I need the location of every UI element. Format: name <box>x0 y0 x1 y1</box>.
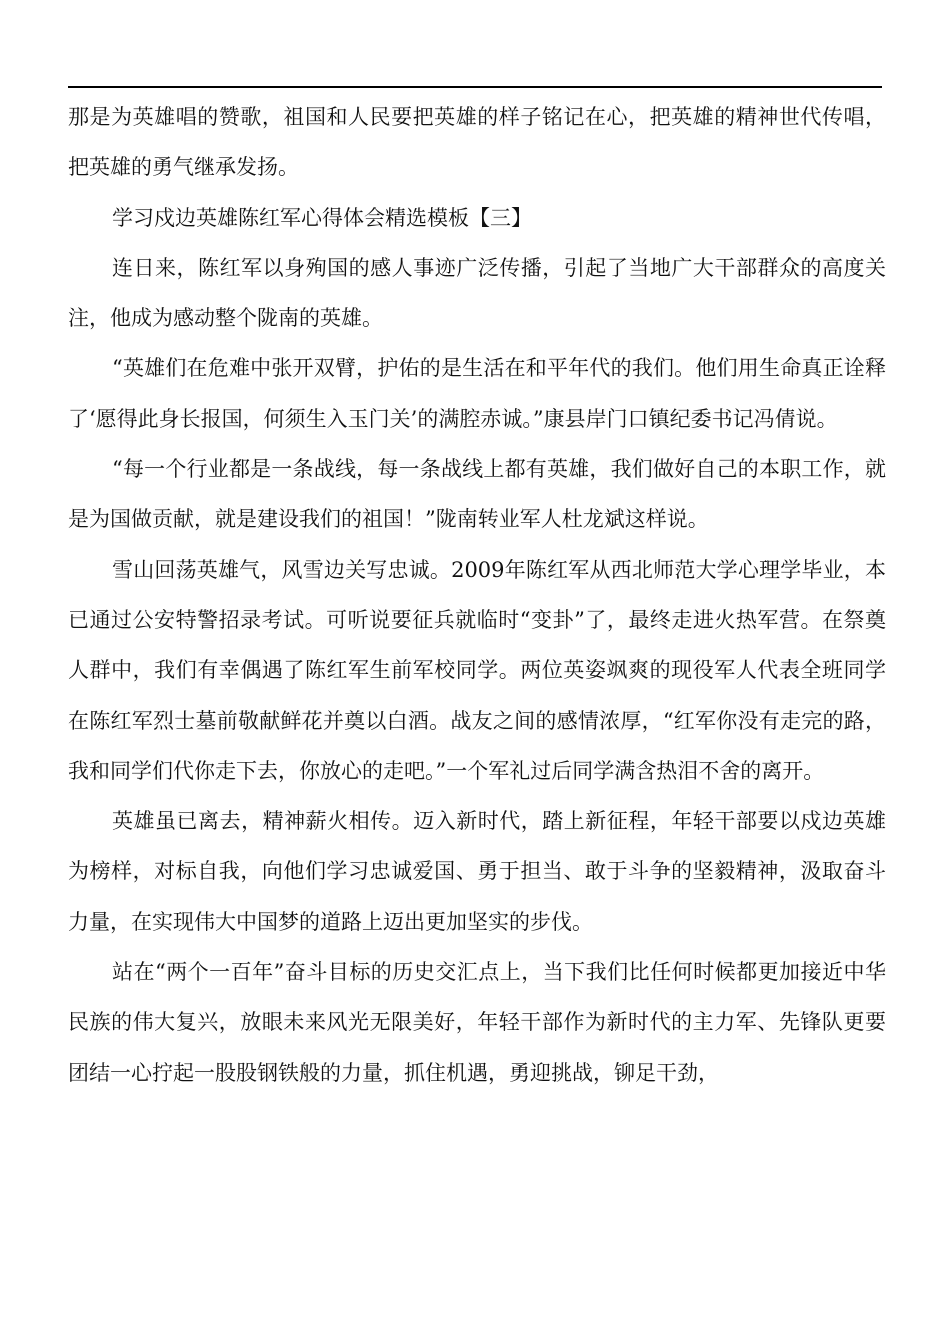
paragraph: “每一个行业都是一条战线，每一条战线上都有英雄，我们做好自己的本职工作，就是为国做贡献，就是建设我们的祖国！”陇南转业军人杜龙斌这样说。 <box>68 457 886 532</box>
paragraph: 站在“两个一百年”奋斗目标的历史交汇点上，当下我们比任何时候都更加接近中华民族的伟大复兴，放眼未来风光无限美好，年轻干部作为新时代的主力军、先锋队更要团结一心拧起一股股钢铁般的力量，抓住机遇，勇迎挑战，铆足干劲， <box>68 960 886 1085</box>
document-body <box>68 92 886 1098</box>
paragraph: 雪山回荡英雄气，风雪边关写忠诚。2009年陈红军从西北师范大学心理学毕业，本已通过公安特警招录考试。可听说要征兵就临时“变卦”了，最终走进火热军营。在祭奠人群中，我们有幸偶遇了陈红军生前军校同学。两位英姿飒爽的现役军人代表全班同学在陈红军烈士墓前敬献鲜花并奠以白酒。战友之间的感情浓厚，“红军你没有走完的路，我和同学们代你走下去，你放心的走吧。”一个军礼过后同学满含热泪不舍的离开。 <box>68 557 886 783</box>
paragraph: 连日来，陈红军以身殉国的感人事迹广泛传播，引起了当地广大干部群众的高度关注，他成为感动整个陇南的英雄。 <box>68 255 886 331</box>
paragraph: “英雄们在危难中张开双臂，护佑的是生活在和平年代的我们。他们用生命真正诠释了‘愿得此身长报国，何须生入玉门关’的满腔赤诚。”康县岸门口镇纪委书记冯倩说。 <box>68 356 886 431</box>
section-heading: 学习戍边英雄陈红军心得体会精选模板【三】 <box>112 205 532 230</box>
paragraph-continuation: 那是为英雄唱的赞歌，祖国和人民要把英雄的样子铭记在心，把英雄的精神世代传唱，把英雄的勇气继承发扬。 <box>68 105 886 180</box>
header-rule <box>68 86 882 88</box>
paragraph: 英雄虽已离去，精神薪火相传。迈入新时代，踏上新征程，年轻干部要以戍边英雄为榜样，对标自我，向他们学习忠诚爱国、勇于担当、敢于斗争的坚毅精神，汲取奋斗力量，在实现伟大中国梦的道路上迈出更加坚实的步伐。 <box>68 809 886 934</box>
